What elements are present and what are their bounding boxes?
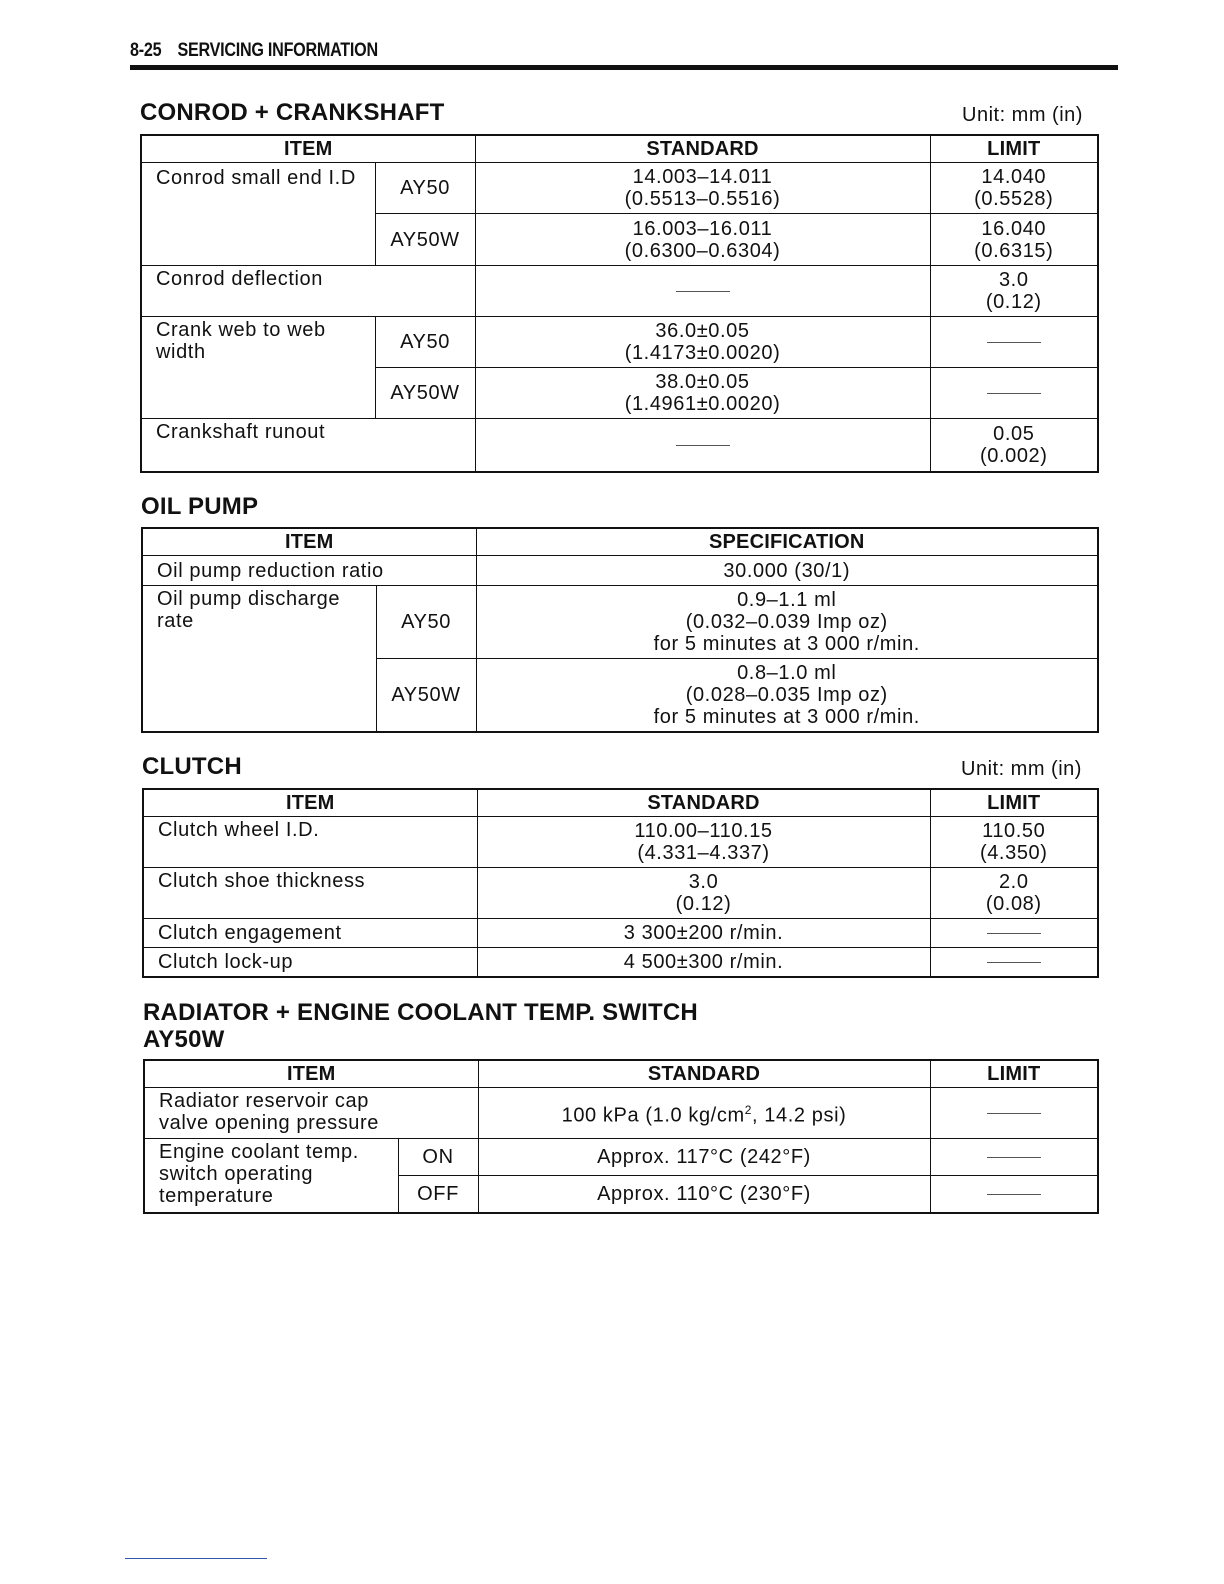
switch-state-label: OFF	[398, 1176, 478, 1213]
table-header-row	[144, 1060, 1098, 1088]
table-row	[141, 419, 1098, 472]
limit-cell: 16.040 (0.6315)	[930, 214, 1098, 266]
standard-cell: Approx. 117°C (242°F)	[478, 1139, 930, 1176]
header-item: ITEM	[143, 789, 477, 817]
page-number: 8-25	[130, 40, 162, 61]
limit-cell	[930, 368, 1098, 419]
dash-mark	[987, 1194, 1041, 1195]
header-standard: STANDARD	[478, 1060, 930, 1088]
limit-cell	[930, 919, 1098, 948]
table-row	[141, 163, 1098, 214]
standard-cell: 14.003–14.011 (0.5513–0.5516)	[475, 163, 930, 214]
standard-cell: Approx. 110°C (230°F)	[478, 1176, 930, 1213]
model-label: AY50	[375, 163, 475, 214]
limit-cell: 110.50 (4.350)	[930, 817, 1098, 868]
model-label: AY50	[375, 317, 475, 368]
standard-cell	[475, 266, 930, 317]
header-standard: STANDARD	[477, 789, 930, 817]
item-label: Oil pump discharge rate	[142, 586, 376, 732]
header-item: ITEM	[142, 528, 476, 556]
table-header-row	[142, 528, 1098, 556]
limit-cell	[930, 317, 1098, 368]
dash-mark	[987, 962, 1041, 963]
table-row	[143, 868, 1098, 919]
limit-cell: 14.040 (0.5528)	[930, 163, 1098, 214]
dash-mark	[676, 291, 730, 292]
limit-cell: 3.0 (0.12)	[930, 266, 1098, 317]
model-label: AY50W	[375, 214, 475, 266]
standard-cell: 16.003–16.011 (0.6300–0.6304)	[475, 214, 930, 266]
radiator-table	[143, 1059, 1099, 1214]
radiator-title: RADIATOR + ENGINE COOLANT TEMP. SWITCH	[143, 999, 698, 1026]
limit-cell	[930, 948, 1098, 977]
model-label: AY50W	[376, 659, 476, 732]
spec-cell: 0.9–1.1 ml (0.032–0.039 Imp oz) for 5 minutes at 3 000 r/min.	[476, 586, 1098, 659]
item-label: Radiator reservoir cap valve opening pressure	[144, 1088, 478, 1139]
item-label: Engine coolant temp. switch operating temperature	[144, 1139, 398, 1213]
standard-cell: 38.0±0.05 (1.4961±0.0020)	[475, 368, 930, 419]
dash-mark	[987, 393, 1041, 394]
table-header-row	[143, 789, 1098, 817]
spec-cell: 30.000 (30/1)	[476, 556, 1098, 586]
header-rule	[130, 65, 1118, 70]
radiator-subtitle: AY50W	[143, 1026, 225, 1053]
standard-cell: 3 300±200 r/min.	[477, 919, 930, 948]
model-label: AY50	[376, 586, 476, 659]
conrod-unit: Unit: mm (in)	[962, 104, 1083, 126]
clutch-title: CLUTCH	[142, 753, 242, 780]
clutch-unit: Unit: mm (in)	[961, 758, 1082, 780]
conrod-title: CONROD + CRANKSHAFT	[140, 99, 445, 126]
oil-pump-title: OIL PUMP	[141, 493, 259, 520]
limit-cell	[930, 1088, 1098, 1139]
header-limit: LIMIT	[930, 1060, 1098, 1088]
conrod-table	[140, 134, 1099, 473]
dash-mark	[987, 1157, 1041, 1158]
header-standard: STANDARD	[475, 135, 930, 163]
limit-cell	[930, 1176, 1098, 1213]
item-label: Clutch engagement	[143, 919, 477, 948]
item-label: Clutch shoe thickness	[143, 868, 477, 919]
header-item: ITEM	[144, 1060, 478, 1088]
table-row	[143, 948, 1098, 977]
standard-cell: 110.00–110.15 (4.331–4.337)	[477, 817, 930, 868]
dash-mark	[987, 342, 1041, 343]
clutch-table	[142, 788, 1099, 978]
limit-cell: 0.05 (0.002)	[930, 419, 1098, 472]
switch-state-label: ON	[398, 1139, 478, 1176]
dash-mark	[987, 933, 1041, 934]
table-row	[144, 1088, 1098, 1139]
oil-pump-table	[141, 527, 1099, 733]
header-specification: SPECIFICATION	[476, 528, 1098, 556]
item-label: Crankshaft runout	[141, 419, 475, 472]
table-row	[142, 586, 1098, 659]
item-label: Clutch lock-up	[143, 948, 477, 977]
limit-cell	[930, 1139, 1098, 1176]
page-header	[130, 40, 378, 62]
standard-cell: 3.0 (0.12)	[477, 868, 930, 919]
standard-cell	[475, 419, 930, 472]
table-row	[141, 317, 1098, 368]
item-label: Crank web to web width	[141, 317, 375, 419]
table-row	[141, 266, 1098, 317]
standard-cell: 36.0±0.05 (1.4173±0.0020)	[475, 317, 930, 368]
item-label: Conrod deflection	[141, 266, 475, 317]
model-label: AY50W	[375, 368, 475, 419]
table-row	[142, 556, 1098, 586]
item-label: Clutch wheel I.D.	[143, 817, 477, 868]
item-label: Oil pump reduction ratio	[142, 556, 476, 586]
table-row	[143, 817, 1098, 868]
standard-cell: 100 kPa (1.0 $kg/cm^2$, 14.2 psi)	[478, 1088, 930, 1139]
limit-cell: 2.0 (0.08)	[930, 868, 1098, 919]
table-row	[143, 919, 1098, 948]
dash-mark	[676, 445, 730, 446]
item-label: Conrod small end I.D	[141, 163, 375, 266]
header-limit: LIMIT	[930, 135, 1098, 163]
table-header-row	[141, 135, 1098, 163]
standard-cell: 4 500±300 r/min.	[477, 948, 930, 977]
header-limit: LIMIT	[930, 789, 1098, 817]
footer-rule	[125, 1558, 267, 1559]
dash-mark	[987, 1113, 1041, 1114]
table-row	[144, 1139, 1098, 1176]
spec-cell: 0.8–1.0 ml (0.028–0.035 Imp oz) for 5 minutes at 3 000 r/min.	[476, 659, 1098, 732]
section-title: SERVICING INFORMATION	[177, 40, 378, 61]
header-item: ITEM	[141, 135, 475, 163]
